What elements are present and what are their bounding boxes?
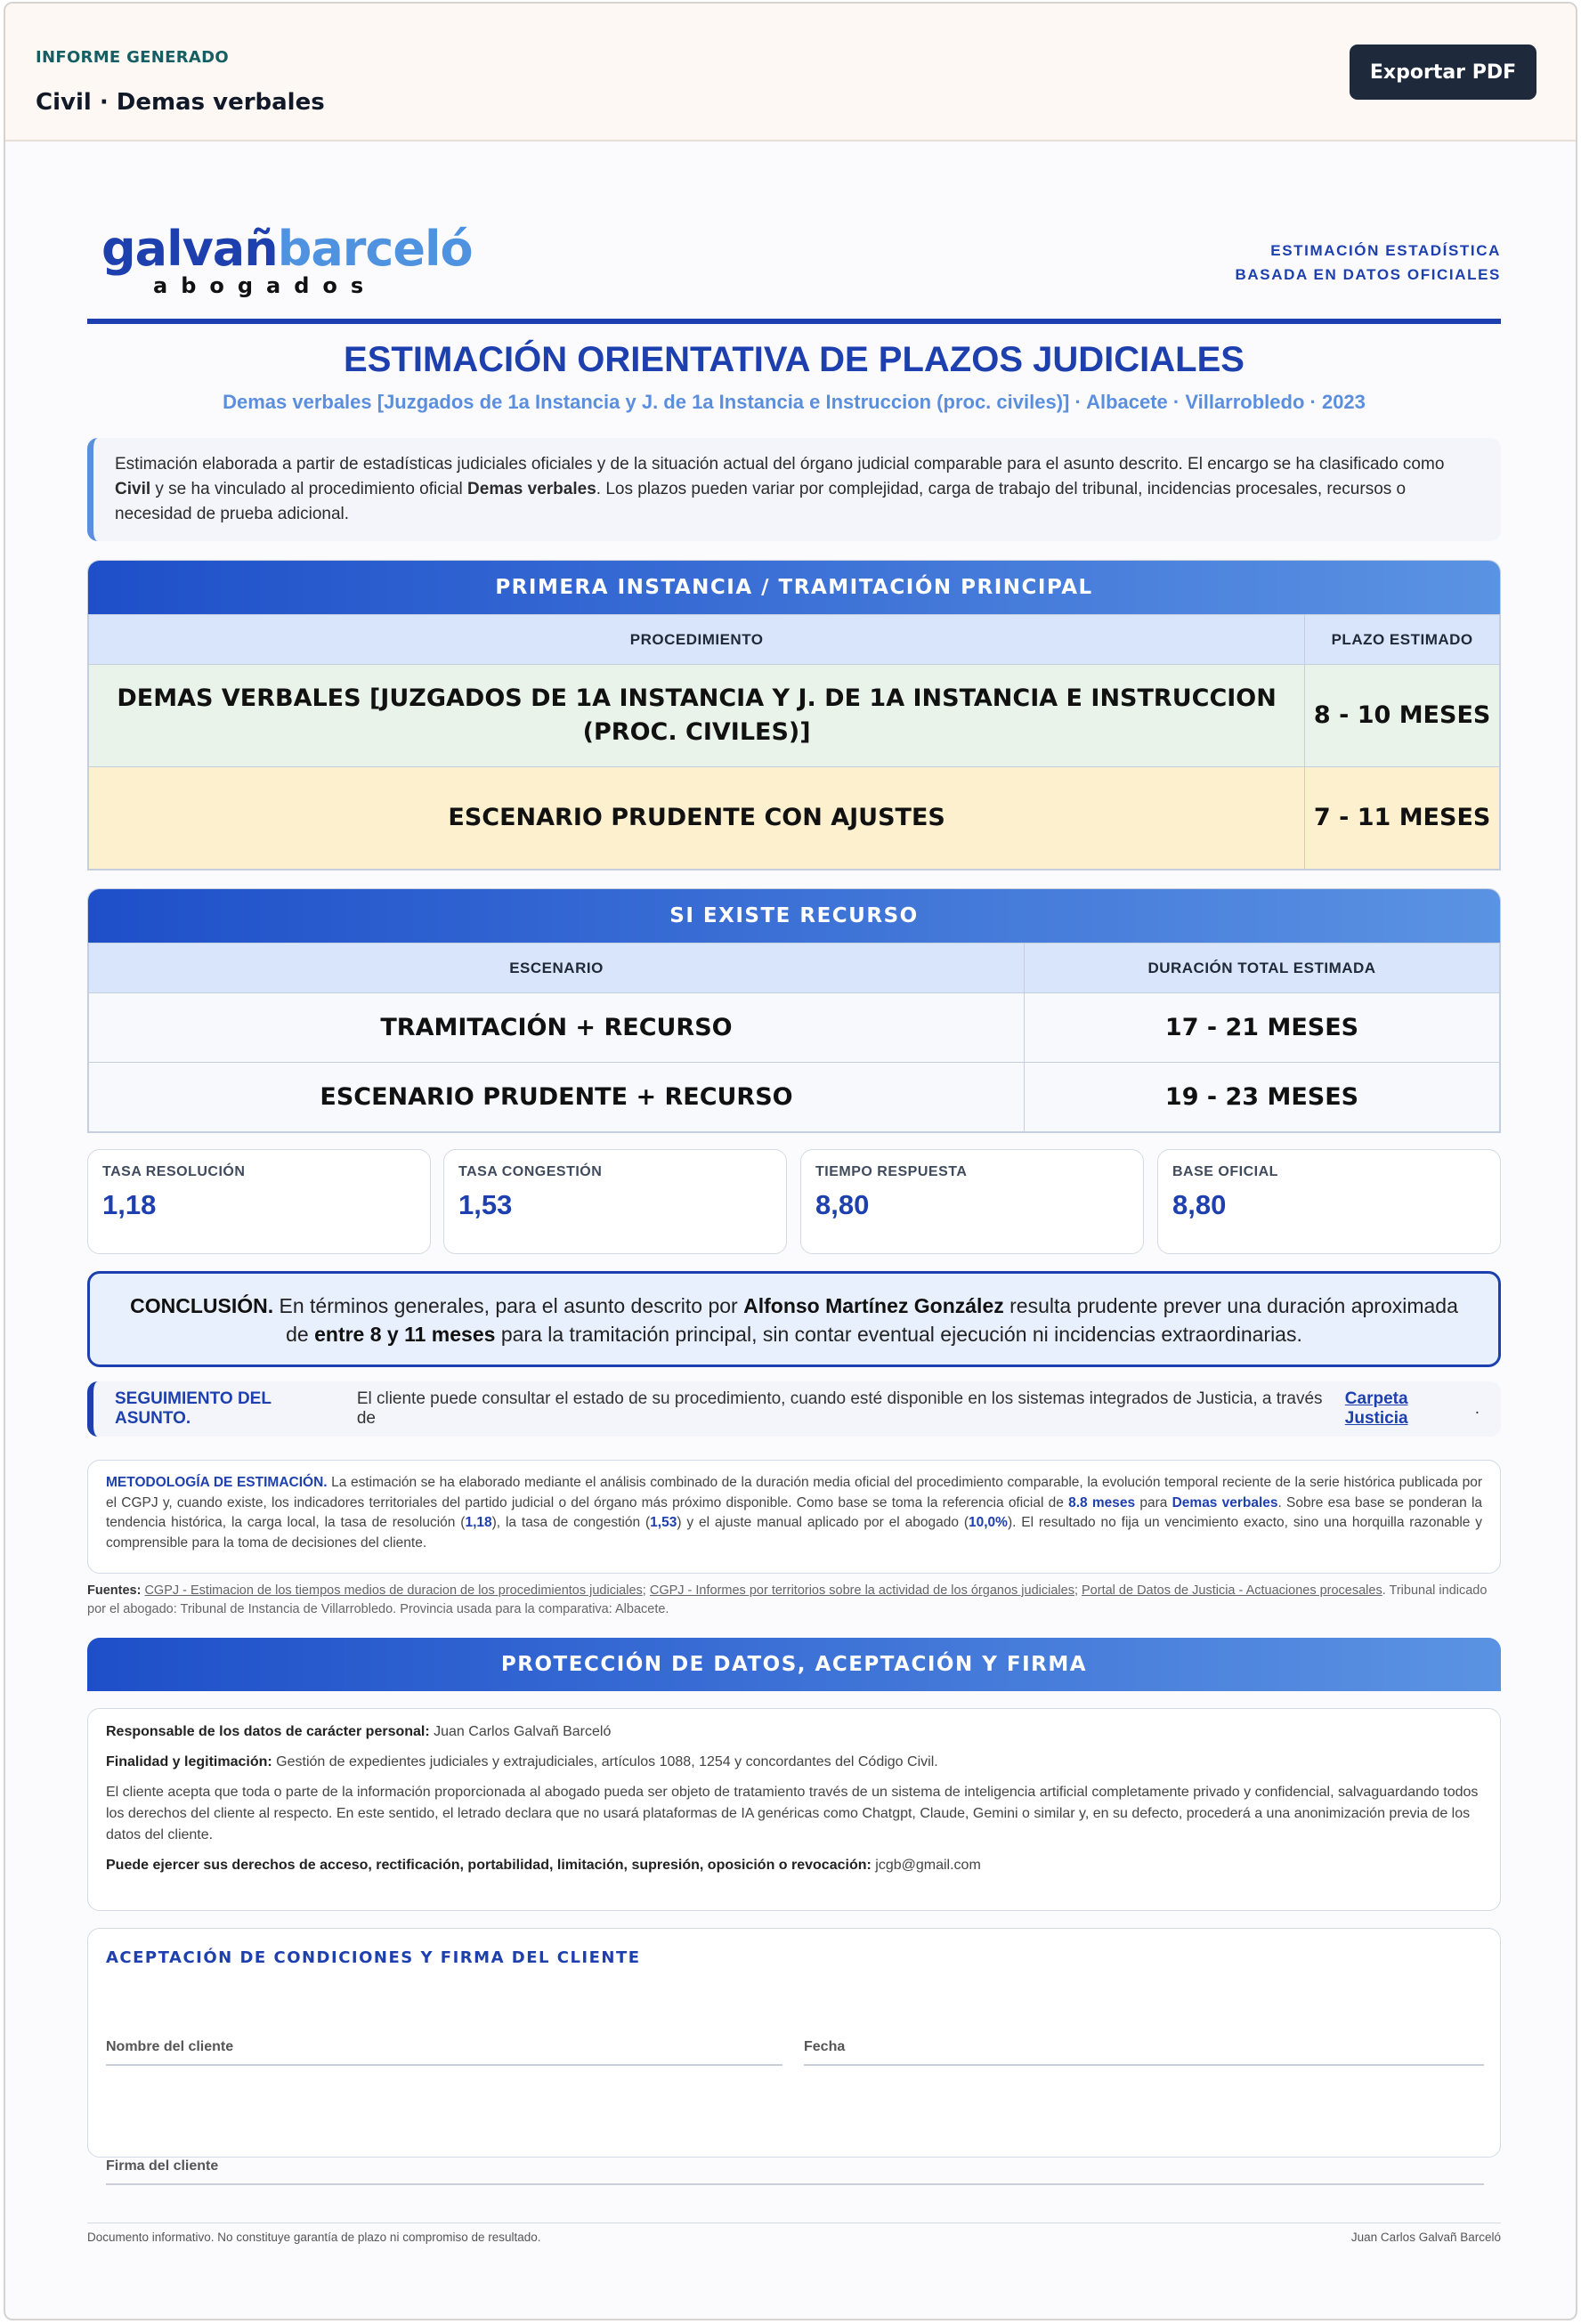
derechos-line: Puede ejercer sus derechos de acceso, rectificación, portabilidad, limitación, supresión, oposición o revocación: jcgb@gmail.com xyxy=(106,1858,981,1873)
recurso-table xyxy=(88,943,1500,1132)
plazo-cell: 7 - 11 MESES xyxy=(1305,767,1500,870)
header-rule xyxy=(87,319,1501,324)
logo-part2: barceló xyxy=(277,221,473,277)
proteccion-box xyxy=(87,1708,1501,1911)
carpeta-justicia-link[interactable]: Carpeta Justicia xyxy=(1344,1389,1408,1428)
fuente-link-2[interactable]: CGPJ - Informes por territorios sobre la actividad de los órganos judiciales xyxy=(649,1583,1074,1598)
nombre-cliente-field[interactable]: Nombre del cliente xyxy=(106,2039,782,2066)
proteccion-header: PROTECCIÓN DE DATOS, ACEPTACIÓN Y FIRMA xyxy=(87,1638,1501,1691)
table-row xyxy=(89,665,1500,767)
report-title: Civil · Demas verbales xyxy=(36,89,325,116)
recurso-header: SI EXISTE RECURSO xyxy=(88,889,1500,943)
estimacion-tag xyxy=(1236,239,1501,287)
table-row xyxy=(89,1063,1500,1132)
col-plazo: PLAZO ESTIMADO xyxy=(1305,615,1500,665)
page-title: ESTIMACIÓN ORIENTATIVA DE PLAZOS JUDICIALES xyxy=(344,340,1245,379)
firma-title: ACEPTACIÓN DE CONDICIONES Y FIRMA DEL CLIENTE xyxy=(106,1948,641,1967)
kpi-strip xyxy=(87,1149,1501,1254)
col-duracion: DURACIÓN TOTAL ESTIMADA xyxy=(1025,943,1500,993)
escenario-cell: TRAMITACIÓN + RECURSO xyxy=(89,993,1025,1063)
client-name: Alfonso Martínez González xyxy=(743,1294,1004,1317)
responsable-line: Responsable de los datos de carácter personal: Juan Carlos Galvañ Barceló xyxy=(106,1724,612,1739)
col-escenario: ESCENARIO xyxy=(89,943,1025,993)
table-row xyxy=(89,993,1500,1063)
footer-author: Juan Carlos Galvañ Barceló xyxy=(1350,2231,1501,2244)
procedimiento-cell: ESCENARIO PRUDENTE CON AJUSTES xyxy=(89,767,1305,870)
ia-clause: El cliente acepta que toda o parte de la información proporcionada al abogado pueda ser objeto de tratamiento través de un sistema de inteligencia artificial completamente privado y confidencial, salvaguardando todos los derechos del cliente al respecto. En este sentido, el letrado declara que no usará plataformas de IA genéricas como Chatgpt, Claude, Gemini o similar y, en su defecto, procederá a una anonimización previa de los datos del cliente. xyxy=(106,1785,1479,1842)
document-frame xyxy=(4,2,1577,2320)
intro-note: Estimación elaborada a partir de estadísticas judiciales oficiales y de la situación actual del órgano judicial comparable para el asunto descrito. El encargo se ha clasificado como Civil y se ha vinculado al procedimiento oficial Demas verbales. Los plazos pueden variar por complejidad, carga de trabajo del tribunal, incidencias procesales, recursos o necesidad de prueba adicional. xyxy=(87,438,1501,541)
primera-instancia-card xyxy=(87,560,1501,870)
table-row xyxy=(89,767,1500,870)
estimacion-line2: BASADA EN DATOS OFICIALES xyxy=(1235,266,1501,283)
logo-part1: galvañ xyxy=(101,221,278,277)
fuentes-note: Fuentes: CGPJ - Estimacion de los tiempos medios de duracion de los procedimientos judiciales; CGPJ - Informes por territorios sobre la actividad de los órganos judiciales; Portal de Datos de Justicia - Actuaciones procesales. Tribunal indicado por el abogado: Tribunal de Instancia de Villarrobledo. Provincia usada para la comparativa: Albacete. xyxy=(87,1583,1488,1616)
report-kicker: INFORME GENERADO xyxy=(36,48,229,67)
escenario-cell: ESCENARIO PRUDENTE + RECURSO xyxy=(89,1063,1025,1132)
fuente-link-1[interactable]: CGPJ - Estimacion de los tiempos medios de duracion de los procedimientos judiciales xyxy=(144,1583,643,1598)
col-procedimiento: PROCEDIMIENTO xyxy=(89,615,1305,665)
seguimiento-note: SEGUIMIENTO DEL ASUNTO. El cliente puede consultar el estado de su procedimiento, cuando esté disponible en los sistemas integrados de Justicia, a través de Carpeta Justicia . xyxy=(87,1381,1501,1437)
procedimiento-cell: DEMAS VERBALES [JUZGADOS DE 1A INSTANCIA Y J. DE 1A INSTANCIA E INSTRUCCION (PROC. CIVILES)] xyxy=(89,665,1305,767)
footer-disclaimer: Documento informativo. No constituye garantía de plazo ni compromiso de resultado. xyxy=(87,2231,541,2244)
fecha-field[interactable]: Fecha xyxy=(804,2039,1484,2066)
duracion-cell: 19 - 23 MESES xyxy=(1025,1063,1500,1132)
fuente-link-3[interactable]: Portal de Datos de Justicia - Actuaciones procesales xyxy=(1082,1583,1382,1598)
logo-sub: abogados xyxy=(153,273,377,298)
finalidad-line: Finalidad y legitimación: Gestión de expedientes judiciales y extrajudiciales, artículos 1088, 1254 y concordantes del Código Civil. xyxy=(106,1754,938,1769)
kpi-tasa-congestion: TASA CONGESTIÓN 1,53 xyxy=(443,1149,787,1254)
export-pdf-button[interactable]: Exportar PDF xyxy=(1350,45,1536,100)
report-topbar xyxy=(5,4,1576,142)
firma-box xyxy=(87,1928,1501,2174)
recurso-card xyxy=(87,888,1501,1133)
estimacion-line1: ESTIMACIÓN ESTADÍSTICA xyxy=(1270,242,1501,259)
primera-instancia-table xyxy=(88,614,1500,870)
duracion-cell: 17 - 21 MESES xyxy=(1025,993,1500,1063)
kpi-base-oficial: BASE OFICIAL 8,80 xyxy=(1157,1149,1501,1254)
kpi-tiempo-respuesta: TIEMPO RESPUESTA 8,80 xyxy=(800,1149,1144,1254)
firma-cliente-field[interactable]: Firma del cliente xyxy=(106,2158,1484,2185)
page-subtitle: Demas verbales [Juzgados de 1a Instancia y J. de 1a Instancia e Instruccion (proc. civiles)] · Albacete · Villarrobledo · 2023 xyxy=(223,391,1366,413)
plazo-cell: 8 - 10 MESES xyxy=(1305,665,1500,767)
primera-instancia-header: PRIMERA INSTANCIA / TRAMITACIÓN PRINCIPAL xyxy=(88,561,1500,614)
kpi-tasa-resolucion: TASA RESOLUCIÓN 1,18 xyxy=(87,1149,431,1254)
metodologia-note: METODOLOGÍA DE ESTIMACIÓN. La estimación se ha elaborado mediante el análisis combinado de la duración media oficial del procedimiento comparable, la evolución temporal reciente de la serie histórica publicada por el CGPJ y, cuando existe, los indicadores territoriales del partido judicial o del órgano más próximo disponible. Como base se toma la referencia oficial de 8.8 meses para Demas verbales. Sobre esa base se ponderan la tendencia histórica, la carga local, la tasa de resolución (1,18), la tasa de congestión (1,53) y el ajuste manual aplicado por el abogado (10,0%). El resultado no fija un vencimiento exacto, sino una horquilla razonable y comprensible para la toma de decisiones del cliente. xyxy=(87,1460,1501,1574)
firm-logo xyxy=(101,221,473,298)
conclusion-box: CONCLUSIÓN. En términos generales, para el asunto descrito por Alfonso Martínez González resulta prudente prever una duración aproximada de entre 8 y 11 meses para la tramitación principal, sin contar eventual ejecución ni incidencias extraordinarias. xyxy=(87,1271,1501,1367)
